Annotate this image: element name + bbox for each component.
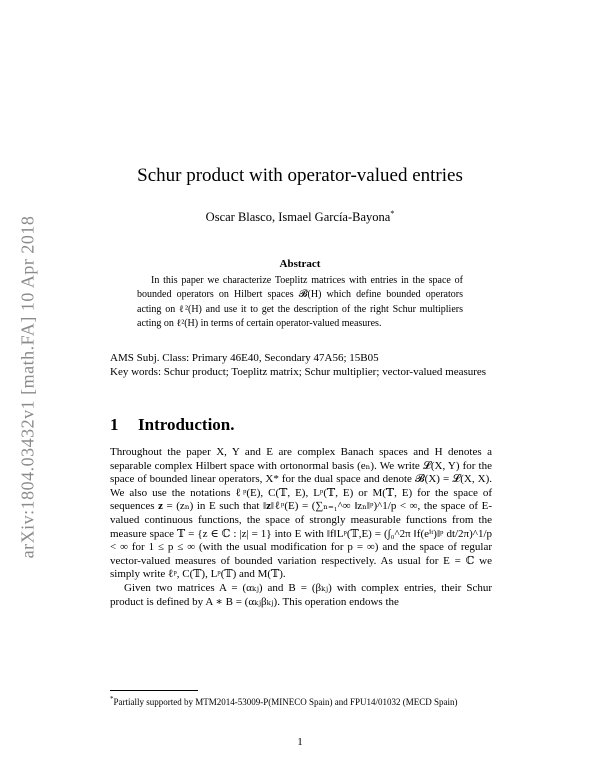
paragraph: Throughout the paper X, Y and E are complex Banach spaces and H denotes a separable complex Hilbert space with ortonormal basis (eₙ). We write 𝓛(X, Y) for the space of bounded linear operators, X* for the dual space and denote 𝓑(X) = 𝓛(X, X). We also use the notations ℓᵖ(E), C(𝕋, E), Lᵖ(𝕋, E) or M(𝕋, E) for the space of sequences 𝐳 = (zₙ) in E such that ‖𝐳‖ℓᵖ(E) = (∑ₙ₌₁^∞ ‖zₙ‖ᵖ)^1/p < ∞, the space of E-valued continuous functions, the space of strongly measurable functions from the measure space 𝕋 = {z ∈ ℂ : |z| = 1} into E with ‖f‖Lᵖ(𝕋,E) = (∫₀^2π ‖f(eⁱᵗ)‖ᵖ dt/2π)^1/p < ∞ for 1 ≤ p ≤ ∞ (with the usual modification for p = ∞) and the space of regular vector-valued measures of bounded variation respectively. As usual for E = ℂ we simply write ℓᵖ, C(𝕋), Lᵖ(𝕋) and M(𝕋). — [110, 446, 492, 581]
author-line — [100, 206, 500, 225]
abstract-heading: Abstract — [279, 258, 321, 270]
arxiv-identifier: arXiv:1804.03432v1 [math.FA] 10 Apr 2018 — [17, 215, 38, 559]
ams-classification: AMS Subj. Class: Primary 46E40, Secondary 47A56; 15B05 — [110, 352, 379, 364]
footnote-mark: * — [110, 695, 114, 703]
footnote-rule — [110, 690, 198, 691]
author-footnote-mark: * — [390, 209, 395, 218]
section-title: Introduction. — [138, 415, 235, 434]
page-number: 1 — [297, 736, 303, 748]
paper-title: Schur product with operator-valued entries — [137, 165, 463, 186]
author-names: Oscar Blasco, Ismael García-Bayona — [205, 210, 391, 225]
paragraph: Given two matrices A = (αₖⱼ) and B = (βₖⱼ) with complex entries, their Schur product is defined by A ∗ B = (αₖⱼβₖⱼ). This operation endows the — [110, 581, 492, 608]
footnote-text: Partially supported by MTM2014-53009-P(MINECO Spain) and FPU14/01032 (MECD Spain) — [113, 697, 458, 707]
section-number: 1 — [110, 415, 119, 434]
body-text — [110, 446, 492, 609]
footnote — [110, 693, 492, 708]
abstract-text: In this paper we characterize Toeplitz matrices with entries in the space of bounded operators on Hilbert spaces 𝓑(H) which define bounded operators acting on ℓ²(H) and use it to get the description of the right Schur multipliers acting on ℓ²(H) in terms of certain operator-valued measures. — [137, 275, 463, 329]
keywords: Key words: Schur product; Toeplitz matrix; Schur multiplier; vector-valued measures — [110, 366, 487, 378]
section-heading — [110, 414, 235, 436]
